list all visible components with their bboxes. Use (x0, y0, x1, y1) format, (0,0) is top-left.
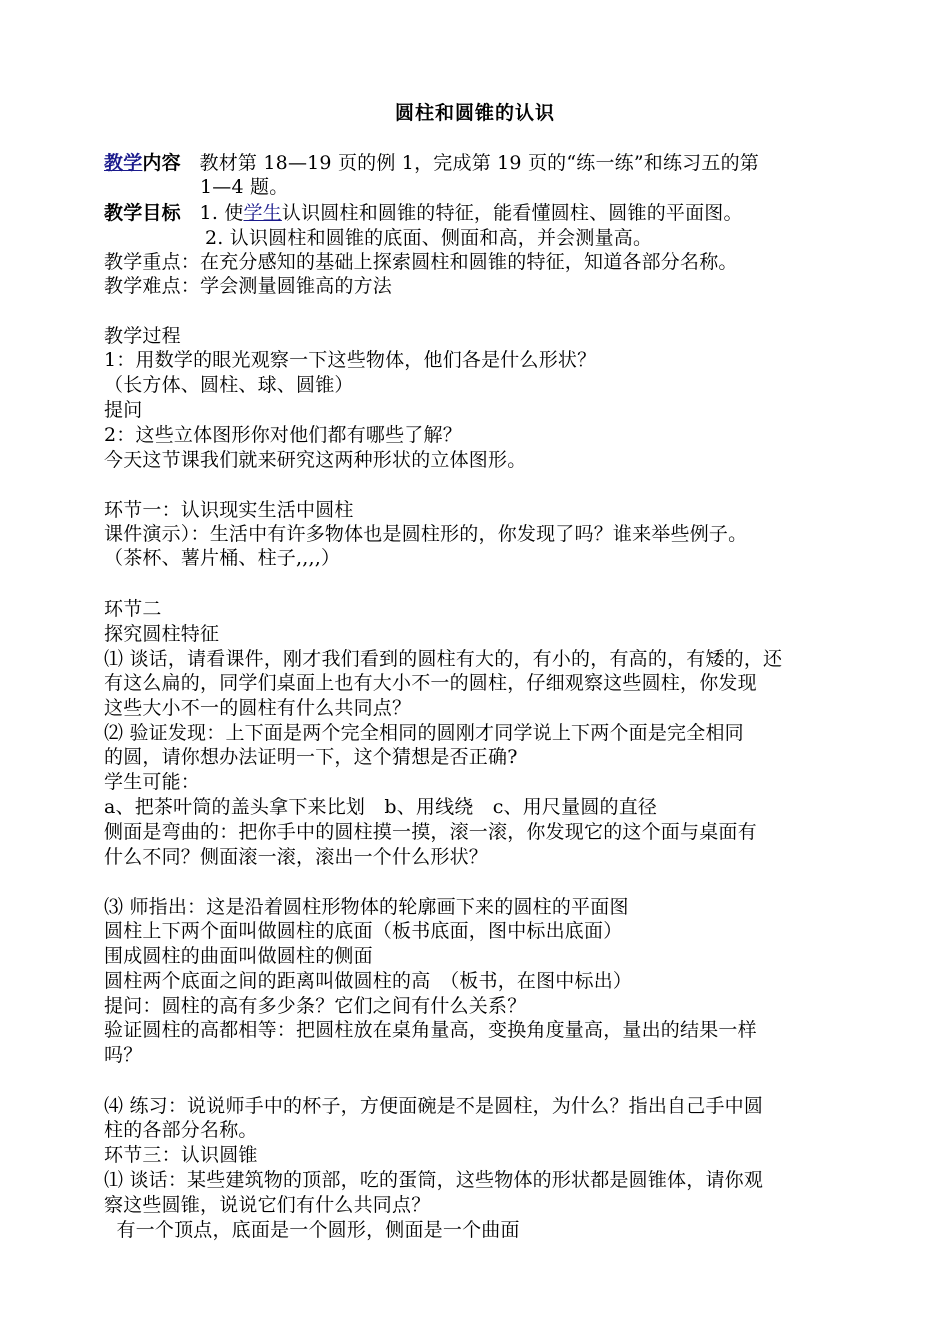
body-line: 提问 (104, 399, 143, 421)
body-line: 围成圆柱的曲面叫做圆柱的侧面 (104, 945, 373, 967)
document-title: 圆柱和圆锥的认识 (394, 102, 555, 124)
body-line: 圆柱两个底面之间的距离叫做圆柱的高 （板书，在图中标出） (104, 970, 633, 992)
body-line: 察这些圆锥，说说它们有什么共同点？ (104, 1194, 431, 1216)
content-text-cont: 1—4 题。 (200, 176, 289, 198)
body-line: 今天这节课我们就来研究这两种形状的立体图形。 (104, 449, 527, 471)
body-line: a、把茶叶筒的盖头拿下来比划 b、用线绕 c、用尺量圆的直径 (104, 796, 658, 818)
body-line: ⑷ 练习：说说师手中的杯子，方便面碗是不是圆柱，为什么？指出自己手中圆 (104, 1095, 764, 1117)
body-line: （茶杯、薯片桶、柱子,,,,） (104, 547, 341, 569)
goal-text-2: 2. 认识圆柱和圆锥的底面、侧面和高，并会测量高。 (205, 227, 653, 249)
body-line: 学生可能： (104, 771, 201, 793)
goal-text-1c: 认识圆柱和圆锥的特征，能看懂圆柱、圆锥的平面图。 (281, 202, 743, 224)
goal-label: 教学目标 (104, 202, 181, 224)
body-line: 验证圆柱的高都相等：把圆柱放在桌角量高，变换角度量高，量出的结果一样 (104, 1019, 757, 1041)
body-line: 环节二 (104, 598, 162, 620)
key-point: 教学重点：在充分感知的基础上探索圆柱和圆锥的特征，知道各部分名称。 (104, 251, 738, 273)
body-line: 吗？ (104, 1044, 143, 1066)
teaching-goal-line (104, 201, 852, 225)
body-line: 柱的各部分名称。 (104, 1119, 258, 1141)
body-line: 环节三：认识圆锥 (104, 1144, 258, 1166)
student-link[interactable]: 学生 (243, 202, 282, 224)
body-line: （长方体、圆柱、球、圆锥） (104, 374, 354, 396)
teaching-link[interactable]: 教学 (104, 152, 143, 174)
body-line: ⑵ 验证发现：上下面是两个完全相同的圆刚才同学说上下两个面是完全相同 (104, 722, 744, 744)
body-line: 什么不同？侧面滚一滚，滚出一个什么形状？ (104, 846, 489, 868)
content-text: 教材第 18—19 页的例 1，完成第 19 页的“练一练”和练习五的第 (199, 152, 759, 174)
body-line: 1：用数学的眼光观察一下这些物体，他们各是什么形状？ (104, 349, 597, 371)
body-line: 这些大小不一的圆柱有什么共同点？ (104, 697, 412, 719)
body-line: 2：这些立体图形你对他们都有哪些了解？ (104, 424, 462, 446)
body-line: ⑶ 师指出：这是沿着圆柱形物体的轮廓画下来的圆柱的平面图 (104, 896, 629, 918)
body-line: 课件演示）：生活中有许多物体也是圆柱形的，你发现了吗？谁来举些例子。 (104, 523, 748, 545)
teaching-content-line (104, 151, 852, 175)
difficulty: 教学难点：学会测量圆锥高的方法 (104, 275, 393, 297)
body-line: 提问：圆柱的高有多少条？它们之间有什么关系？ (104, 995, 527, 1017)
body-line: 环节一：认识现实生活中圆柱 (104, 499, 354, 521)
body-line: 侧面是弯曲的：把你手中的圆柱摸一摸，滚一滚，你发现它的这个面与桌面有 (104, 821, 757, 843)
body-line: ⑴ 谈话，请看课件，刚才我们看到的圆柱有大的，有小的，有高的，有矮的，还 (104, 648, 783, 670)
body-line: 教学过程 (104, 325, 181, 347)
body-line: 圆柱上下两个面叫做圆柱的底面（板书底面，图中标出底面） (104, 920, 623, 942)
body-line: 探究圆柱特征 (104, 623, 220, 645)
body-line: 的圆，请你想办法证明一下，这个猜想是否正确? (104, 746, 518, 768)
body-line: 有一个顶点，底面是一个圆形，侧面是一个曲面 (104, 1219, 520, 1241)
goal-text-1a: 1. 使 (199, 202, 244, 224)
content-label: 内容 (142, 152, 181, 174)
body-line: ⑴ 谈话：某些建筑物的顶部，吃的蛋筒，这些物体的形状都是圆锥体，请你观 (104, 1169, 764, 1191)
body-line: 有这么扁的，同学们桌面上也有大小不一的圆柱，仔细观察这些圆柱，你发现 (104, 672, 757, 694)
